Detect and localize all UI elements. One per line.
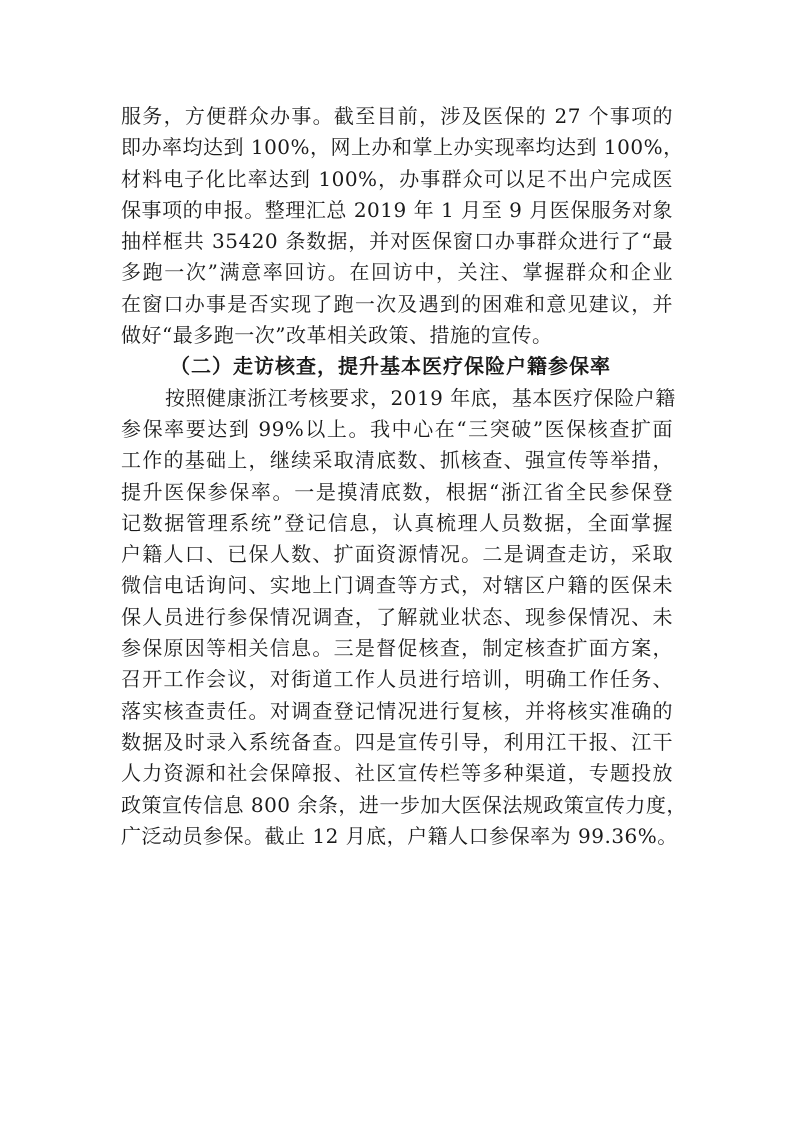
paragraph-line: 即办率均达到 100%，网上办和掌上办实现率均达到 100%， bbox=[121, 135, 684, 160]
paragraph-line: 广泛动员参保。截止 12 月底，户籍人口参保率为 99.36%。 bbox=[121, 823, 678, 848]
section-heading: （二）走访核查，提升基本医疗保险户籍参保率 bbox=[170, 354, 611, 379]
paragraph-line: 参保率要达到 99%以上。我中心在“三突破”医保核查扩面 bbox=[121, 416, 673, 441]
paragraph-line: 参保原因等相关信息。三是督促核查，制定核查扩面方案， bbox=[121, 636, 673, 661]
paragraph-line: 微信电话询问、实地上门调查等方式，对辖区户籍的医保未 bbox=[121, 573, 673, 598]
paragraph-line: 人力资源和社会保障报、社区宣传栏等多种渠道，专题投放 bbox=[121, 761, 673, 786]
paragraph-line: 做好“最多跑一次”改革相关政策、措施的宣传。 bbox=[121, 323, 553, 348]
paragraph-line: 在窗口办事是否实现了跑一次及遇到的困难和意见建议，并 bbox=[121, 291, 673, 316]
paragraph-line: 政策宣传信息 800 余条，进一步加大医保法规政策宣传力度， bbox=[121, 792, 687, 817]
paragraph-line: 保人员进行参保情况调查，了解就业状态、现参保情况、未 bbox=[121, 604, 673, 629]
paragraph-enrollment-verification bbox=[121, 383, 687, 852]
paragraph-line: 抽样框共 35420 条数据，并对医保窗口办事群众进行了“最 bbox=[121, 229, 673, 254]
paragraph-line: 户籍人口、已保人数、扩面资源情况。二是调查走访，采取 bbox=[121, 542, 673, 567]
paragraph-line: 服务，方便群众办事。截至目前，涉及医保的 27 个事项的 bbox=[121, 104, 673, 128]
paragraph-line: 保事项的申报。整理汇总 2019 年 1 月至 9 月医保服务对象 bbox=[121, 197, 673, 222]
paragraph-line: 召开工作会议，对街道工作人员进行培训，明确工作任务、 bbox=[121, 667, 673, 692]
paragraph-line: 工作的基础上，继续采取清底数、抓核查、强宣传等举措， bbox=[121, 448, 673, 473]
paragraph-line: 记数据管理系统”登记信息，认真梳理人员数据，全面掌握 bbox=[121, 510, 673, 535]
document-page bbox=[121, 101, 687, 852]
paragraph-line: 数据及时录入系统备查。四是宣传引导，利用江干报、江干 bbox=[121, 729, 673, 754]
paragraph-line: 按照健康浙江考核要求，2019 年底，基本医疗保险户籍 bbox=[165, 385, 676, 410]
paragraph-service-convenience bbox=[121, 101, 684, 351]
paragraph-line: 多跑一次”满意率回访。在回访中，关注、掌握群众和企业 bbox=[121, 260, 673, 285]
paragraph-line: 提升医保参保率。一是摸清底数，根据“浙江省全民参保登 bbox=[121, 479, 673, 504]
paragraph-line: 落实核查责任。对调查登记情况进行复核，并将核实准确的 bbox=[121, 698, 673, 723]
paragraph-line: 材料电子化比率达到 100%，办事群众可以足不出户完成医 bbox=[121, 166, 673, 191]
